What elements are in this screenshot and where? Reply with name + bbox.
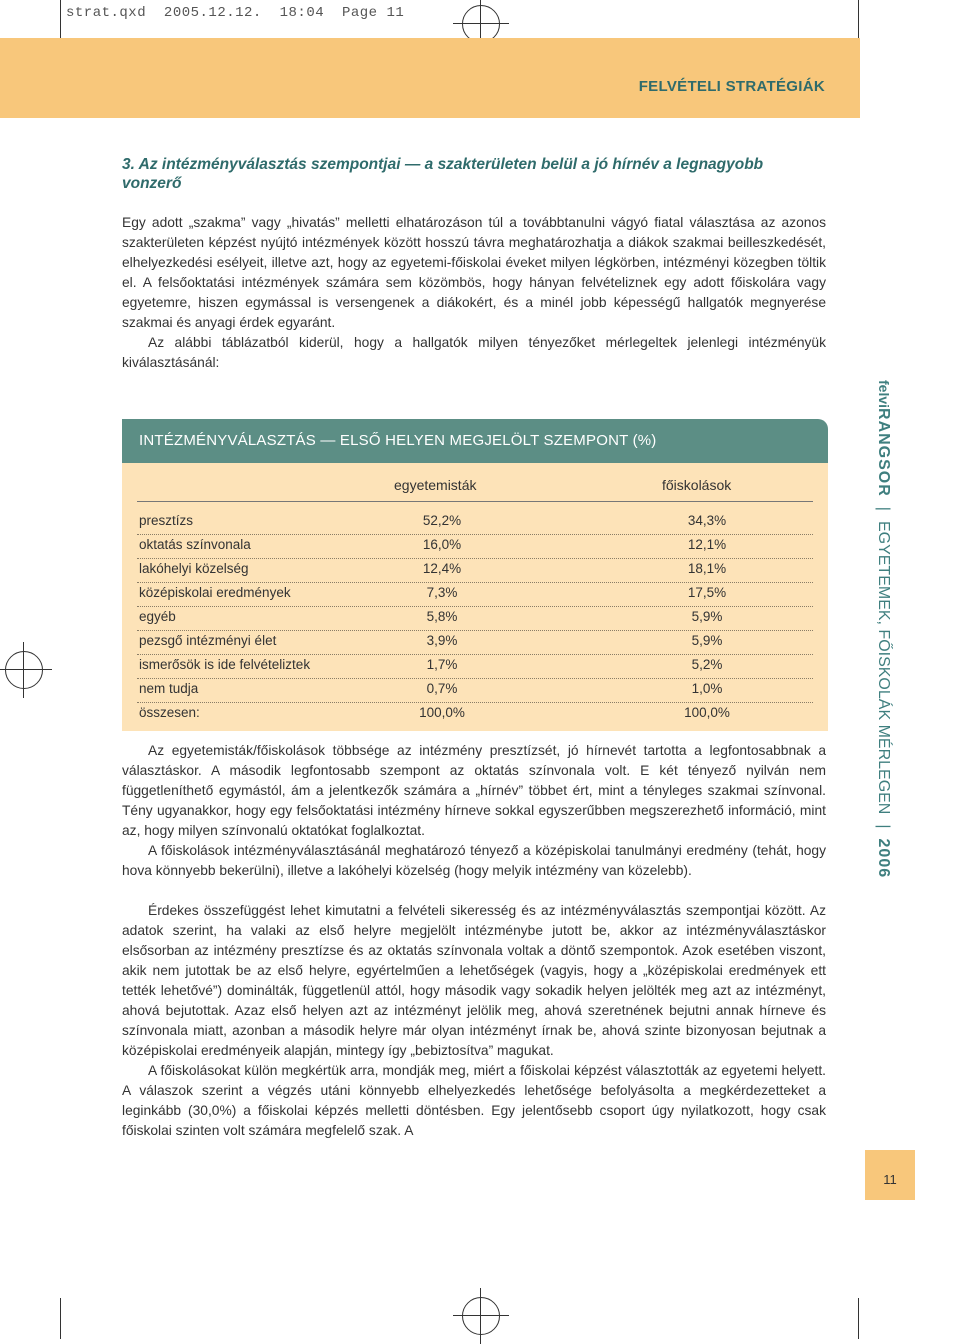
college-value: 17,5% [687,585,727,600]
side-year: 2006 [875,838,892,879]
section-title: FELVÉTELI STRATÉGIÁK [638,78,825,95]
row-label: összesen: [139,705,200,720]
college-value: 18,1% [687,561,727,576]
table-row [137,631,813,655]
side-subtitle: EGYETEMEK, FŐISKOLÁK MÉRLEGEN [875,520,892,815]
crop-mark [60,1298,61,1339]
university-value: 3,9% [426,633,458,648]
row-label: nem tudja [139,681,199,696]
intro-paragraph: Egy adott „szakma” vagy „hivatás” melletti elhatározáson túl a továbbtanulni vágyó fiatal választása az azonos szakterületen képzést nyújtó intézmények között hosszú távra meghatározhatja a diákok szakmai beilleszkedését, elhelyezkedési esélyeit, illetve azt, hogy az egyetemi-főiskolai éveket milyen légkörben, intézményi közegben töltik el. A felsőoktatási intézmények számára sem közömbös, hogy hányan felvételiznek egy adott főiskolára vagy egyetemre, hiszen egymással is versengenek a diákokért, és a minél jobb képességű hallgatók megnyerése szakmai és anyagi érdek egyaránt. [122,215,826,330]
body-paragraph: A főiskolásokat külön megkértük arra, mondják meg, miért a főiskolai képzést választották az egyetemi helyett. A válaszok szerint a végzés utáni könnyebb elhelyezkedés lehetősége befolyásolta a megkérdezetteket a leginkább (30,0%) a főiskolai képzés melletti döntésben. Egy jelentősebb csoport úgy nyilatkozott, hogy csak főiskolai szinten volt számára megfelelő szak. A [122,1063,826,1138]
table-row [137,679,813,703]
table-title: INTÉZMÉNYVÁLASZTÁS — ELSŐ HELYEN MEGJELÖLT SZEMPONT (%) [139,432,657,449]
college-value: 34,3% [687,513,727,528]
university-value: 16,0% [422,537,462,552]
college-value: 5,2% [691,657,723,672]
table-row [137,511,813,535]
crop-mark [858,0,859,40]
university-value: 0,7% [426,681,458,696]
registration-mark [5,651,43,689]
article-body [122,155,826,373]
row-label: lakóhelyi közelség [139,561,249,576]
university-value: 5,8% [426,609,458,624]
university-value: 1,7% [426,657,458,672]
table-row [137,583,813,607]
header-divider [137,501,813,502]
article-body-continued [122,741,826,1141]
table-row [137,559,813,583]
printer-slug: strat.qxd 2005.12.12. 18:04 Page 11 [66,5,405,21]
row-label: pezsgő intézményi élet [139,633,277,648]
article-heading: 3. Az intézményválasztás szempontjai — a szakterületen belül a jó hírnév a legnagyobb vonzerő [122,156,764,192]
university-value: 12,4% [422,561,462,576]
intro-paragraph: Az alábbi táblázatból kiderül, hogy a hallgatók milyen tényezőket mérlegeltek jelenlegi intézményük kiválasztásánál: [122,335,826,370]
row-label: oktatás színvonala [139,537,251,552]
row-label: ismerősök is ide felvételiztek [139,657,311,672]
column-header-university: egyetemisták [394,477,477,493]
brand-rangsor: RANGSOR [875,408,892,497]
table-row [137,607,813,631]
college-value: 100,0% [684,705,730,720]
choice-factors-table [122,419,828,731]
page-number: 11 [865,1150,915,1200]
college-value: 1,0% [691,681,723,696]
body-paragraph: Az egyetemisták/főiskolások többsége az intézmény presztízsét, jó hírnevét tartotta a legfontosabbnak a választáskor. A második legfontosabb szempont az oktatás színvonala volt. E két tényező nyilván nem függetleníthető egymástól, ám a jelentkezők számára a „hírnév” többet ért, mint a tényleges szakmai színvonal. Tény ugyanakkor, hogy egy felsőoktatási intézmény hírneve sokkal egyszerűbben megszerezhető információ, mint az, hogy milyen színvonalú oktatókat foglalkoztat. [122,743,826,838]
college-value: 5,9% [691,633,723,648]
table-row [137,535,813,559]
body-paragraph: Érdekes összefüggést lehet kimutatni a felvételi sikeresség és az intézményválasztás szempontjai között. Az adatok szerint, ha valaki az első helyre megjelölt intézménybe jutott be, akkor az intézményválasztáskor elsősorban az intézmény presztízse és az oktatás színvonala voltak a döntő szempontok. Azok esetében viszont, akik nem jutottak be az első helyre, egyértelműen a lehetőségek (vagyis, hogy a „középiskolai eredmények ett tették lehetővé”) dominálták, függetlenül attól, hogy második vagy sokadik helyen jelölték meg azt az intézményt, ahová bejutottak. Azaz első helyen azt az intézményt jelölik meg, ahová szeretnének bejutni annak hírneve és színvonala miatt, azonban a második helyre már olyan intézményt írnak be, ahová szinte bizonyosan bejutnak a középiskolai eredményeik alapján, mintegy így „bebiztosítva” magukat. [122,903,826,1058]
body-paragraph: A főiskolások intézményválasztásánál meghatározó tényező a középiskolai tanulmányi eredmény (tehát, hogy hova könnyebb bekerülni), illetve a lakóhelyi közelség (hogy melyik intézmény van közelebb). [122,843,826,878]
side-vertical-label: felviRANGSOR|EGYETEMEK, FŐISKOLÁK MÉRLEGEN|2006 [875,380,892,879]
row-label: presztízs [139,513,194,528]
university-value: 7,3% [426,585,458,600]
brand-felvi: felvi [876,380,892,409]
university-value: 52,2% [422,513,462,528]
column-header-college: főiskolások [662,477,732,493]
university-value: 100,0% [419,705,465,720]
table-row [137,655,813,679]
crop-mark [60,0,61,40]
college-value: 5,9% [691,609,723,624]
table-header-band [122,419,828,463]
table-row-total [137,703,813,727]
college-value: 12,1% [687,537,727,552]
registration-mark [462,1297,500,1335]
crop-mark [858,1298,859,1339]
row-label: egyéb [139,609,176,624]
row-label: középiskolai eredmények [139,585,291,600]
